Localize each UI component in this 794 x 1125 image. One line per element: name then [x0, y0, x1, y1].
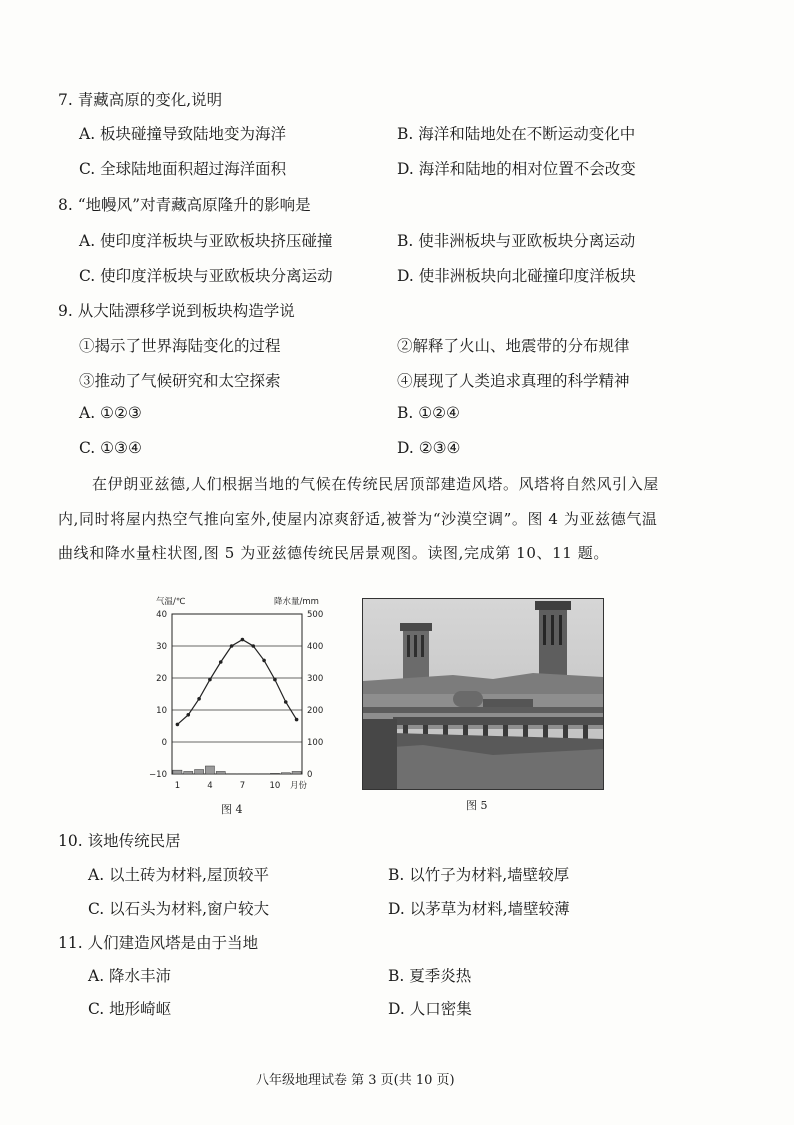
temperature-point: [295, 718, 299, 722]
question-7-option-d[interactable]: D. 海洋和陆地的相对位置不会改变: [397, 160, 636, 178]
temperature-point: [284, 700, 288, 704]
question-11-option-d[interactable]: D. 人口密集: [388, 1000, 472, 1018]
precipitation-bar: [216, 771, 225, 774]
question-10-option-a[interactable]: A. 以土砖为材料,屋顶较平: [88, 866, 269, 884]
yazd-dwelling-photo: [362, 598, 604, 790]
y-tick-label-left: −10: [149, 770, 167, 780]
precipitation-bar: [195, 770, 204, 774]
temperature-point: [186, 713, 190, 717]
y-tick-label-right: 300: [307, 674, 324, 684]
temperature-line: [177, 640, 296, 725]
y-tick-label-left: 30: [156, 642, 167, 652]
y-tick-label-right: 100: [307, 738, 324, 748]
precipitation-bar: [270, 773, 279, 774]
x-axis-label: 月份: [290, 781, 308, 791]
passage-line-2: 内,同时将屋内热空气推向室外,使屋内凉爽舒适,被誉为“沙漠空调”。图 4 为亚兹德气温: [58, 510, 658, 528]
y-tick-label-right: 200: [307, 706, 324, 716]
passage-line-3: 曲线和降水量柱状图,图 5 为亚兹德传统民居景观图。读图,完成第 10、11 题。: [58, 544, 609, 562]
y-tick-label-left: 10: [156, 706, 167, 716]
question-8-stem: 8. “地幔风”对青藏高原隆升的影响是: [58, 196, 311, 214]
temperature-point: [208, 678, 212, 682]
question-9-option-d[interactable]: D. ②③④: [397, 439, 461, 457]
question-9-statement-2: ②解释了火山、地震带的分布规律: [397, 337, 630, 355]
y-tick-label-left: 20: [156, 674, 167, 684]
question-11-option-a[interactable]: A. 降水丰沛: [88, 967, 172, 985]
precipitation-bar: [184, 771, 193, 774]
question-11-option-c[interactable]: C. 地形崎岖: [88, 1000, 172, 1018]
question-8-option-d[interactable]: D. 使非洲板块向北碰撞印度洋板块: [397, 267, 636, 285]
question-9-statement-4: ④展现了人类追求真理的科学精神: [397, 372, 630, 390]
question-10-option-b[interactable]: B. 以竹子为材料,墙壁较厚: [388, 866, 570, 884]
y-tick-label-left: 40: [156, 610, 167, 620]
temperature-point: [197, 697, 201, 701]
temperature-point: [273, 678, 277, 682]
precipitation-bar: [281, 773, 290, 774]
y-tick-label-right: 0: [307, 770, 313, 780]
question-9-option-a[interactable]: A. ①②③: [79, 404, 142, 422]
temperature-point: [176, 723, 180, 727]
x-tick-label: 1: [174, 781, 181, 791]
figure-5-caption: 图 5: [466, 799, 488, 812]
left-axis-label: 气温/℃: [156, 597, 186, 607]
x-tick-label: 4: [207, 781, 213, 791]
temperature-point: [230, 644, 234, 648]
question-8-option-a[interactable]: A. 使印度洋板块与亚欧板块挤压碰撞: [79, 232, 333, 250]
question-7-option-b[interactable]: B. 海洋和陆地处在不断运动变化中: [397, 125, 636, 143]
question-7-option-c[interactable]: C. 全球陆地面积超过海洋面积: [79, 160, 287, 178]
question-9-stem: 9. 从大陆漂移学说到板块构造学说: [58, 302, 295, 320]
temperature-point: [262, 659, 266, 663]
question-9-option-b[interactable]: B. ①②④: [397, 404, 460, 422]
question-10-option-c[interactable]: C. 以石头为材料,窗户较大: [88, 900, 270, 918]
question-7-option-a[interactable]: A. 板块碰撞导致陆地变为海洋: [79, 125, 287, 143]
precipitation-bar: [205, 766, 214, 774]
question-10-stem: 10. 该地传统民居: [58, 832, 181, 850]
question-9-statement-3: ③推动了气候研究和太空探索: [79, 372, 281, 390]
precipitation-bar: [173, 770, 182, 774]
y-tick-label-right: 400: [307, 642, 324, 652]
y-tick-label-right: 500: [307, 610, 324, 620]
temperature-point: [219, 660, 223, 664]
question-9-statement-1: ①揭示了世界海陆变化的过程: [79, 337, 281, 355]
x-tick-label: 10: [269, 781, 281, 791]
question-11-stem: 11. 人们建造风塔是由于当地: [58, 934, 259, 952]
question-8-option-b[interactable]: B. 使非洲板块与亚欧板块分离运动: [397, 232, 636, 250]
question-10-option-d[interactable]: D. 以茅草为材料,墙壁较薄: [388, 900, 570, 918]
right-axis-label: 降水量/mm: [274, 597, 319, 607]
x-tick-label: 7: [239, 781, 246, 791]
question-7-stem: 7. 青藏高原的变化,说明: [58, 91, 223, 109]
passage-line-1: 在伊朗亚兹德,人们根据当地的气候在传统民居顶部建造风塔。风塔将自然风引入屋: [92, 475, 659, 493]
question-11-option-b[interactable]: B. 夏季炎热: [388, 967, 472, 985]
question-9-option-c[interactable]: C. ①③④: [79, 439, 142, 457]
temperature-point: [241, 638, 245, 642]
question-8-option-c[interactable]: C. 使印度洋板块与亚欧板块分离运动: [79, 267, 333, 285]
temperature-point: [251, 644, 255, 648]
precipitation-bar: [292, 771, 301, 774]
climate-chart: [140, 588, 340, 798]
figure-4-caption: 图 4: [221, 803, 243, 816]
wind-tower-landscape-image: [363, 599, 603, 789]
y-tick-label-left: 0: [161, 738, 167, 748]
page-footer: 八年级地理试卷 第 3 页(共 10 页): [256, 1073, 455, 1088]
